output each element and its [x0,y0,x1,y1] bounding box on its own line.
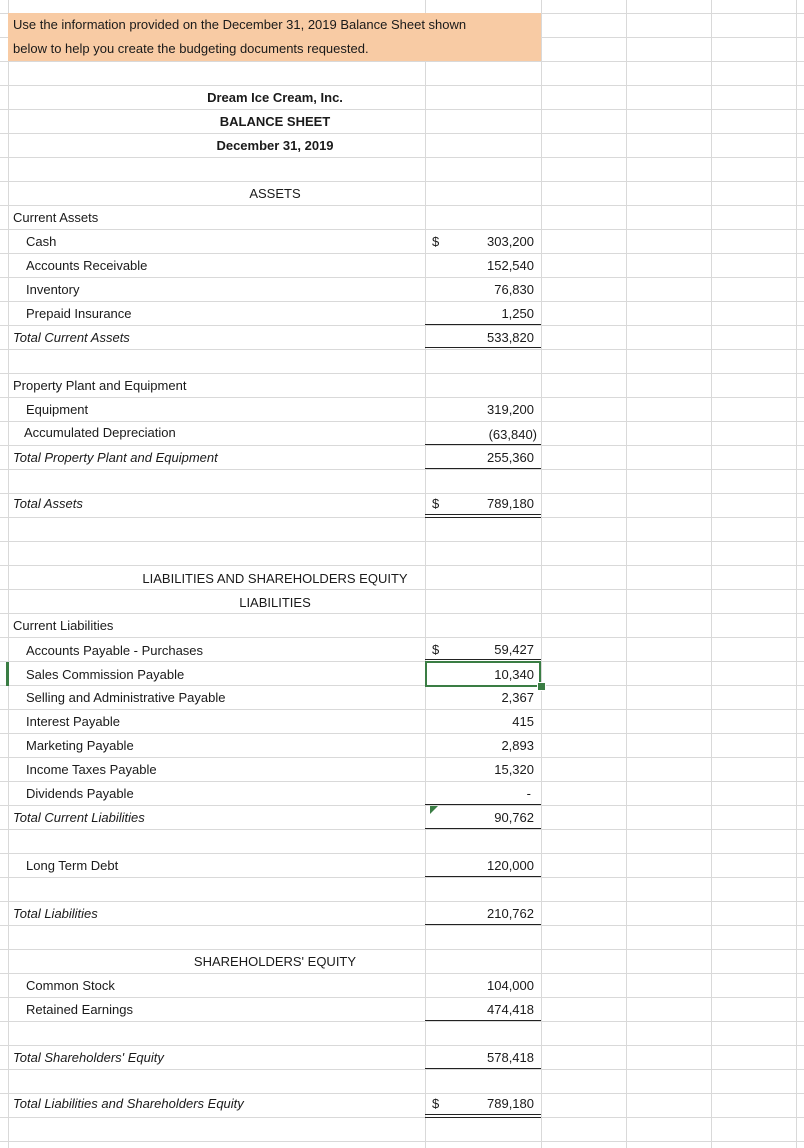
total-ppe-label: Total Property Plant and Equipment [13,450,218,465]
grid-row-line [0,1069,804,1070]
grid-row-line [0,301,804,302]
grid-row-line [0,181,804,182]
sales-commission-value[interactable]: 10,340 [494,667,534,682]
sales-commission-label: Sales Commission Payable [26,667,185,682]
total-assets-label: Total Assets [13,496,83,511]
grid-row-line [0,85,804,86]
grid-row-line [0,973,804,974]
accounts-payable-dollar-sign: $ [432,642,440,657]
equipment-label: Equipment [26,402,89,417]
sga-label: Selling and Administrative Payable [26,690,226,705]
liabilities-subheading: LIABILITIES [239,595,311,610]
inventory-label: Inventory [26,282,80,297]
cash-value[interactable]: 303,200 [487,234,534,249]
grid-row-line [0,613,804,614]
total-liabilities-equity-label: Total Liabilities and Shareholders Equity [13,1096,244,1111]
accumulated-depreciation-value[interactable]: (63,840) [488,427,537,442]
income-taxes-payable-label: Income Taxes Payable [26,762,157,777]
total-assets-dollar-sign: $ [432,496,440,511]
fill-handle[interactable] [537,682,546,691]
row-selection-indicator [6,662,9,686]
accounts-receivable-value[interactable]: 152,540 [487,258,534,273]
double-underline-total-assets-1 [425,514,541,515]
grid-row-line [0,637,804,638]
grid-column-line [425,0,426,1148]
grid-row-line [0,469,804,470]
underline-total-current-assets [425,347,541,348]
underline-retained [425,1020,541,1021]
grid-row-line [0,1045,804,1046]
long-term-debt-value[interactable]: 120,000 [487,858,534,873]
grid-row-line [0,445,804,446]
equipment-value[interactable]: 319,200 [487,402,534,417]
grid-row-line [0,205,804,206]
grid-row-line [0,565,804,566]
sheet-date: December 31, 2019 [216,138,334,153]
total-current-liabilities-label: Total Current Liabilities [13,810,145,825]
underline-total-liabilities [425,924,541,925]
underline-ap [425,659,541,660]
grid-row-line [0,397,804,398]
sheet-title: BALANCE SHEET [219,114,331,129]
common-stock-label: Common Stock [26,978,115,993]
grid-row-line [0,589,804,590]
total-liabilities-equity-value[interactable]: 789,180 [487,1096,534,1111]
grid-row-line [0,805,804,806]
grid-column-line [711,0,712,1148]
grid-row-line [0,997,804,998]
grid-row-line [0,493,804,494]
instruction-line-2: below to help you create the budgeting documents requested. [13,41,369,56]
underline-accum [425,444,541,445]
ppe-label: Property Plant and Equipment [13,378,187,393]
company-name: Dream Ice Cream, Inc. [207,90,343,105]
total-shareholders-equity-value[interactable]: 578,418 [487,1050,534,1065]
accounts-payable-label: Accounts Payable - Purchases [26,643,204,658]
cash-label: Cash [26,234,57,249]
grid-row-line [0,229,804,230]
total-current-liabilities-value[interactable]: 90,762 [494,810,534,825]
grid-row-line [0,109,804,110]
grid-column-line [796,0,797,1148]
assets-heading: ASSETS [249,186,301,201]
dividends-payable-label: Dividends Payable [26,786,134,801]
accounts-payable-value[interactable]: 59,427 [494,642,534,657]
total-liabilities-value[interactable]: 210,762 [487,906,534,921]
grid-row-line [0,853,804,854]
interest-payable-label: Interest Payable [26,714,120,729]
underline-total-ppe [425,468,541,469]
accumulated-depreciation-label: Accumulated Depreciation [24,425,176,440]
grid-row-line [0,541,804,542]
underline-ltd [425,876,541,877]
retained-earnings-value[interactable]: 474,418 [487,1002,534,1017]
marketing-payable-value[interactable]: 2,893 [501,738,534,753]
current-assets-label: Current Assets [13,210,99,225]
total-assets-value[interactable]: 789,180 [487,496,534,511]
liabilities-equity-heading: LIABILITIES AND SHAREHOLDERS EQUITY [142,571,408,586]
instruction-line-1: Use the information provided on the December 31, 2019 Balance Sheet shown [13,17,467,32]
grid-row-line [0,325,804,326]
common-stock-value[interactable]: 104,000 [487,978,534,993]
grid-row-line [0,253,804,254]
interest-payable-value[interactable]: 415 [512,714,534,729]
grid-column-line [541,0,542,1148]
total-shareholders-equity-label: Total Shareholders' Equity [13,1050,164,1065]
marketing-payable-label: Marketing Payable [26,738,134,753]
grid-row-line [0,277,804,278]
grid-row-line [0,421,804,422]
grid-row-line [0,733,804,734]
total-ppe-value[interactable]: 255,360 [487,450,534,465]
underline-total-current-liabilities [425,828,541,829]
total-current-assets-label: Total Current Assets [13,330,130,345]
grid-column-line [626,0,627,1148]
grid-column-line [8,0,9,1148]
grid-row-line [0,1021,804,1022]
grid-row-line [0,349,804,350]
cash-dollar-sign: $ [432,234,440,249]
grid-row-line [0,1093,804,1094]
long-term-debt-label: Long Term Debt [26,858,119,873]
underline-prepaid [425,324,541,325]
grid-row-line [0,781,804,782]
grid-row-line [0,517,804,518]
underline-total-equity [425,1068,541,1069]
total-liabilities-label: Total Liabilities [13,906,98,921]
grid-row-line [0,709,804,710]
grid-row-line [0,685,804,686]
grid-row-line [0,829,804,830]
grid-row-line [0,157,804,158]
grid-row-line [0,877,804,878]
grid-row-line [0,949,804,950]
grid-row-line [0,757,804,758]
grid-row-line [0,133,804,134]
double-underline-grand-1 [425,1114,541,1115]
grand-total-dollar-sign: $ [432,1096,440,1111]
current-liabilities-label: Current Liabilities [13,618,114,633]
grid-row-line [0,1141,804,1142]
grid-row-line [0,61,804,62]
sga-value[interactable]: 2,367 [501,690,534,705]
total-current-assets-value[interactable]: 533,820 [487,330,534,345]
double-underline-total-assets-2 [425,517,541,518]
accounts-receivable-label: Accounts Receivable [26,258,148,273]
retained-earnings-label: Retained Earnings [26,1002,133,1017]
prepaid-insurance-value[interactable]: 1,250 [501,306,534,321]
double-underline-grand-2 [425,1117,541,1118]
underline-dividends [425,804,541,805]
inventory-value[interactable]: 76,830 [494,282,534,297]
grid-row-line [0,373,804,374]
prepaid-insurance-label: Prepaid Insurance [26,306,132,321]
income-taxes-payable-value[interactable]: 15,320 [494,762,534,777]
grid-row-line [0,901,804,902]
grid-row-line [0,1117,804,1118]
shareholders-equity-heading: SHAREHOLDERS' EQUITY [193,954,357,969]
grid-row-line [0,925,804,926]
dividends-payable-value[interactable]: - [526,786,531,801]
grid-row-line [0,661,804,662]
